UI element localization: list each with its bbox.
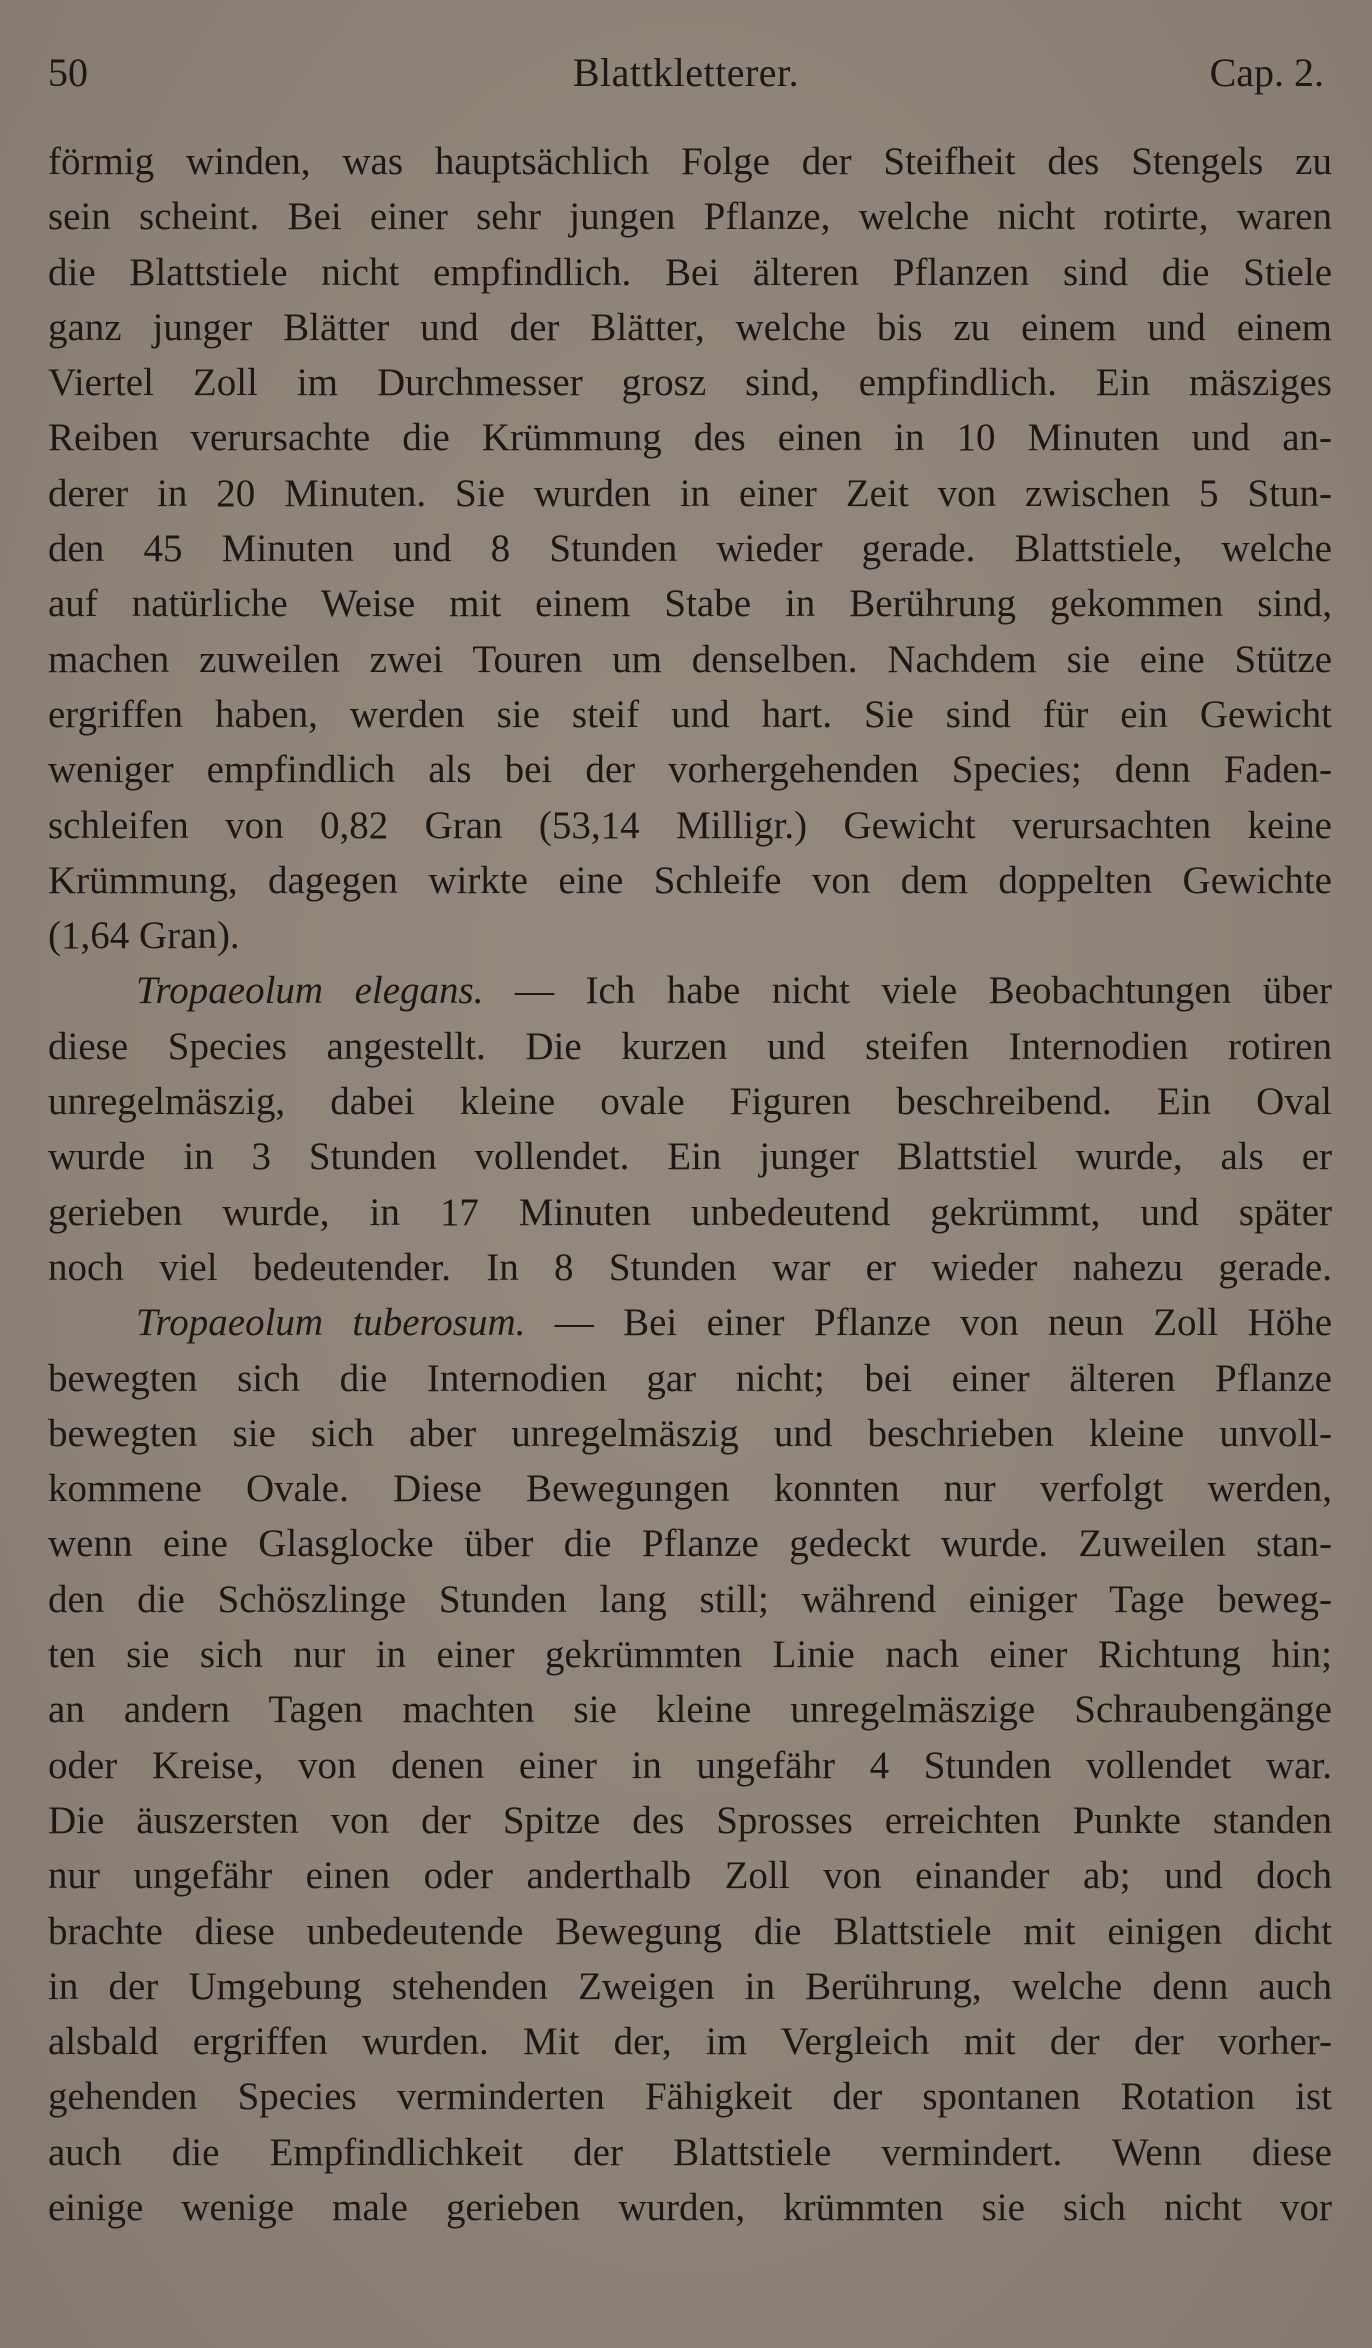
line-text: diese Species angestellt. Die kurzen und steifen Internodien rotiren [48, 1024, 1332, 1068]
line-text: Reiben verursachte die Krümmung des einen in 10 Minuten und an- [48, 416, 1332, 460]
text-line [48, 908, 1332, 963]
line-text: die Blattstiele nicht empfindlich. Bei älteren Pflanzen sind die Stiele [48, 250, 1332, 294]
line-text: wurde in 3 Stunden vollendet. Ein junger Blattstiel wurde, als er [48, 1135, 1332, 1179]
text-line [48, 1019, 1332, 1074]
text-line [48, 687, 1332, 742]
line-text: ergriffen haben, werden sie steif und hart. Sie sind für ein Gewicht [48, 692, 1332, 736]
text-line [48, 2125, 1332, 2180]
line-text: bewegten sich die Internodien gar nicht; bei einer älteren Pflanze [48, 1356, 1332, 1400]
text-line [48, 1461, 1332, 1516]
text-line [48, 1682, 1332, 1737]
line-text: nur ungefähr einen oder anderthalb Zoll von einander ab; und doch [48, 1854, 1332, 1898]
line-text: förmig winden, was hauptsächlich Folge der Steifheit des Stengels zu [48, 140, 1332, 183]
text-line [48, 963, 1332, 1018]
line-text: Die äuszersten von der Spitze des Sprosses erreichten Punkte standen [48, 1798, 1332, 1842]
text-line [48, 1351, 1332, 1406]
text-line [48, 466, 1332, 521]
line-text: an andern Tagen machten sie kleine unregelmäszige Schraubengänge [48, 1688, 1332, 1732]
text-line [48, 2069, 1332, 2124]
line-text: einige wenige male gerieben wurden, krümmten sie sich nicht vor [48, 2185, 1332, 2229]
text-line [48, 1738, 1332, 1793]
line-text: noch viel bedeutender. In 8 Stunden war er wieder nahezu gerade. [48, 1245, 1332, 1289]
line-text: ten sie sich nur in einer gekrümmten Linie nach einer Richtung hin; [48, 1633, 1332, 1677]
text-line [48, 1074, 1332, 1129]
text-line [48, 1295, 1332, 1350]
page-header [48, 48, 1324, 98]
line-text: oder Kreise, von denen einer in ungefähr 4 Stunden vollendet war. [48, 1743, 1332, 1787]
text-line [48, 1240, 1332, 1295]
line-text: brachte diese unbedeutende Bewegung die Blattstiele mit einigen dicht [48, 1909, 1332, 1953]
line-text: auch die Empfindlichkeit der Blattstiele vermindert. Wenn diese [48, 2130, 1332, 2174]
text-line [48, 189, 1332, 244]
text-line [48, 410, 1332, 465]
body-text [48, 134, 1332, 2235]
line-text: kommene Ovale. Diese Bewegungen konnten nur verfolgt werden, [48, 1467, 1332, 1511]
line-text: gehenden Species verminderten Fähigkeit der spontanen Rotation ist [48, 2075, 1332, 2119]
line-text: derer in 20 Minuten. Sie wurden in einer Zeit von zwischen 5 Stun- [48, 471, 1332, 515]
page-number: 50 [48, 50, 88, 95]
text-line [48, 742, 1332, 797]
text-line [48, 2180, 1332, 2235]
species-name: Tropaeolum elegans. [136, 969, 484, 1013]
text-line [48, 1904, 1332, 1959]
text-line [48, 2014, 1332, 2069]
text-line [48, 576, 1332, 631]
text-line [48, 1848, 1332, 1903]
text-line [48, 245, 1332, 300]
text-line [48, 1793, 1332, 1848]
line-text: (1,64 Gran). [48, 914, 240, 958]
text-line [48, 1959, 1332, 2014]
text-line [48, 1185, 1332, 1240]
line-text: schleifen von 0,82 Gran (53,14 Milligr.) Gewicht verursachten keine [48, 803, 1332, 847]
line-text: alsbald ergriffen wurden. Mit der, im Vergleich mit der der vorher- [48, 2020, 1332, 2064]
text-line [48, 300, 1332, 355]
text-line [48, 134, 1332, 189]
line-text: auf natürliche Weise mit einem Stabe in Berührung gekommen sind, [48, 582, 1332, 626]
line-text: Krümmung, dagegen wirkte eine Schleife von dem doppelten Gewichte [48, 858, 1332, 902]
text-line [48, 632, 1332, 687]
line-text: den die Schöszlinge Stunden lang still; während einiger Tage beweg- [48, 1577, 1332, 1621]
text-line [48, 1627, 1332, 1682]
species-name: Tropaeolum tuberosum. [136, 1301, 526, 1345]
line-text: den 45 Minuten und 8 Stunden wieder gerade. Blattstiele, welche [48, 527, 1332, 571]
line-text: wenn eine Glasglocke über die Pflanze gedeckt wurde. Zuweilen stan- [48, 1522, 1332, 1566]
line-text: weniger empfindlich als bei der vorhergehenden Species; denn Faden- [48, 748, 1332, 792]
line-text: gerieben wurde, in 17 Minuten unbedeutend gekrümmt, und später [48, 1190, 1332, 1234]
text-line [48, 521, 1332, 576]
line-text: bewegten sie sich aber unregelmäszig und beschrieben kleine unvoll- [48, 1411, 1332, 1455]
line-text: in der Umgebung stehenden Zweigen in Berührung, welche denn auch [48, 1964, 1332, 2008]
text-line [48, 1516, 1332, 1571]
line-text: Viertel Zoll im Durchmesser grosz sind, empfindlich. Ein mäsziges [48, 361, 1332, 405]
line-text: sein scheint. Bei einer sehr jungen Pflanze, welche nicht rotirte, waren [48, 195, 1332, 239]
line-text: machen zuweilen zwei Touren um denselben. Nachdem sie eine Stütze [48, 637, 1332, 681]
text-line [48, 1572, 1332, 1627]
line-text: unregelmäszig, dabei kleine ovale Figuren beschreibend. Ein Oval [48, 1080, 1332, 1124]
text-line [48, 1406, 1332, 1461]
running-title: Blattkletterer. [572, 50, 800, 95]
line-text: — Bei einer Pflanze von neun Zoll Höhe [525, 1301, 1332, 1345]
text-line [48, 1129, 1332, 1184]
text-line [48, 355, 1332, 410]
chapter-label: Cap. 2. [1209, 50, 1324, 95]
line-text: ganz junger Blätter und der Blätter, welche bis zu einem und einem [48, 305, 1332, 349]
line-text: — Ich habe nicht viele Beobachtungen über [483, 969, 1332, 1013]
text-line [48, 798, 1332, 853]
text-line [48, 853, 1332, 908]
